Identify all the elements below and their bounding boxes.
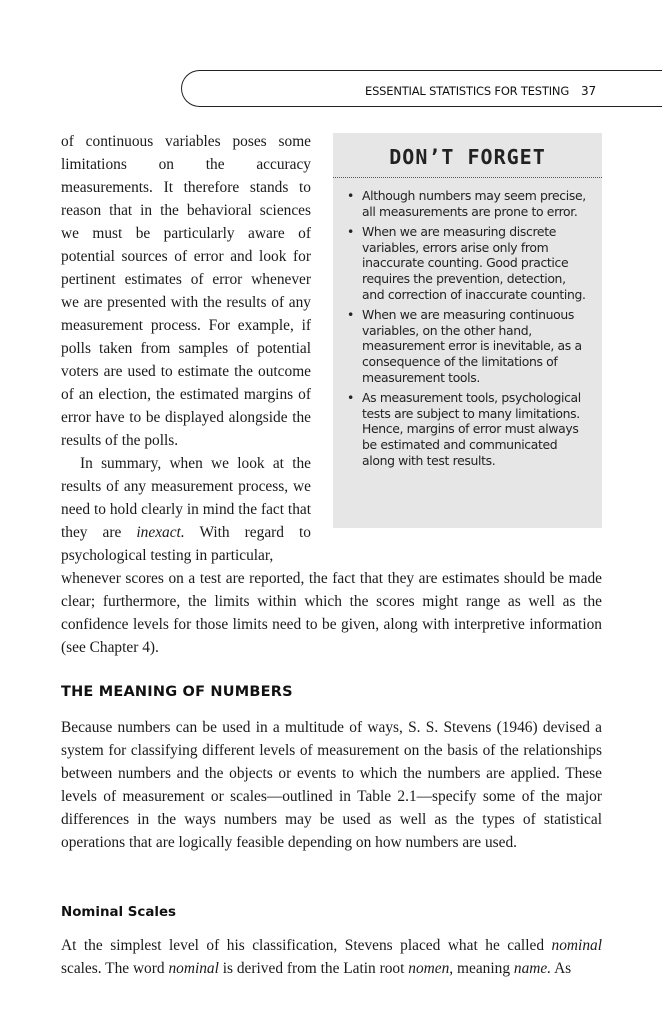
dont-forget-item: • Although numbers may seem precise, all measurements are prone to error.: [347, 188, 586, 219]
dont-forget-box: [333, 133, 602, 528]
bullet-icon: •: [347, 188, 354, 203]
dont-forget-item: • As measurement tools, psychological tests are subject to many limitations. Hence, margins of error must always be estimated and communicated along with test results.: [347, 390, 581, 468]
running-title: ESSENTIAL STATISTICS FOR TESTING: [365, 84, 570, 98]
emphasis-inexact: inexact.: [136, 524, 185, 541]
dont-forget-list: [347, 188, 588, 468]
column-paragraph-1: of continuous variables poses some limitations on the accuracy measurements. It therefore stands to reason that in the behavioral sciences we must be particularly aware of potential sources of error and look for pertinent estimates of error whenever we are presented with the results of any measurement process. For example, if polls taken from samples of potential voters are used to estimate the outcome of an election, the estimated margins of error have to be displayed alongside the results of the polls.: [61, 133, 311, 449]
running-header: [365, 84, 596, 98]
column-paragraph-2: In summary, when we look at the results of any measurement process, we need to hold clearly in mind the fact that they are inexact. With regard to psychological testing in particular,: [61, 455, 311, 564]
dont-forget-item: • When we are measuring continuous variables, on the other hand, measurement error is inevitable, as a consequence of the limitations of measurement tools.: [347, 307, 582, 385]
section-paragraph: Because numbers can be used in a multitude of ways, S. S. Stevens (1946) devised a system for classifying different levels of measurement on the basis of the relationships between numbers and the objects or events to which the numbers are applied. These levels of measurement or scales—outlined in Table 2.1—specify some of the major differences in the ways numbers may be used as well as the types of statistical operations that are logically feasible depending on how numbers are used.: [61, 719, 602, 851]
bullet-icon: •: [347, 224, 354, 240]
continued-paragraph: whenever scores on a test are reported, the fact that they are estimates should be made clear; furthermore, the limits within which the scores might range as well as the confidence levels for those limits need to be given, along with interpretive information (see Chapter 4).: [61, 570, 602, 656]
dont-forget-item: • When we are measuring discrete variables, errors arise only from inaccurate counting. Good practice requires the prevention, detection, and correction of inaccurate counting.: [347, 224, 586, 302]
dont-forget-title: DON’T FORGET: [333, 145, 602, 178]
page-number: 37: [581, 84, 596, 98]
bullet-icon: •: [347, 307, 354, 323]
subsection-paragraph: At the simplest level of his classification, Stevens placed what he called nominal scales. The word nominal is derived from the Latin root nomen, meaning name. As: [61, 937, 602, 977]
left-column-text: [61, 130, 311, 567]
subsection-heading: Nominal Scales: [61, 905, 177, 920]
section-heading: THE MEANING OF NUMBERS: [61, 684, 293, 700]
bullet-icon: •: [347, 390, 354, 406]
